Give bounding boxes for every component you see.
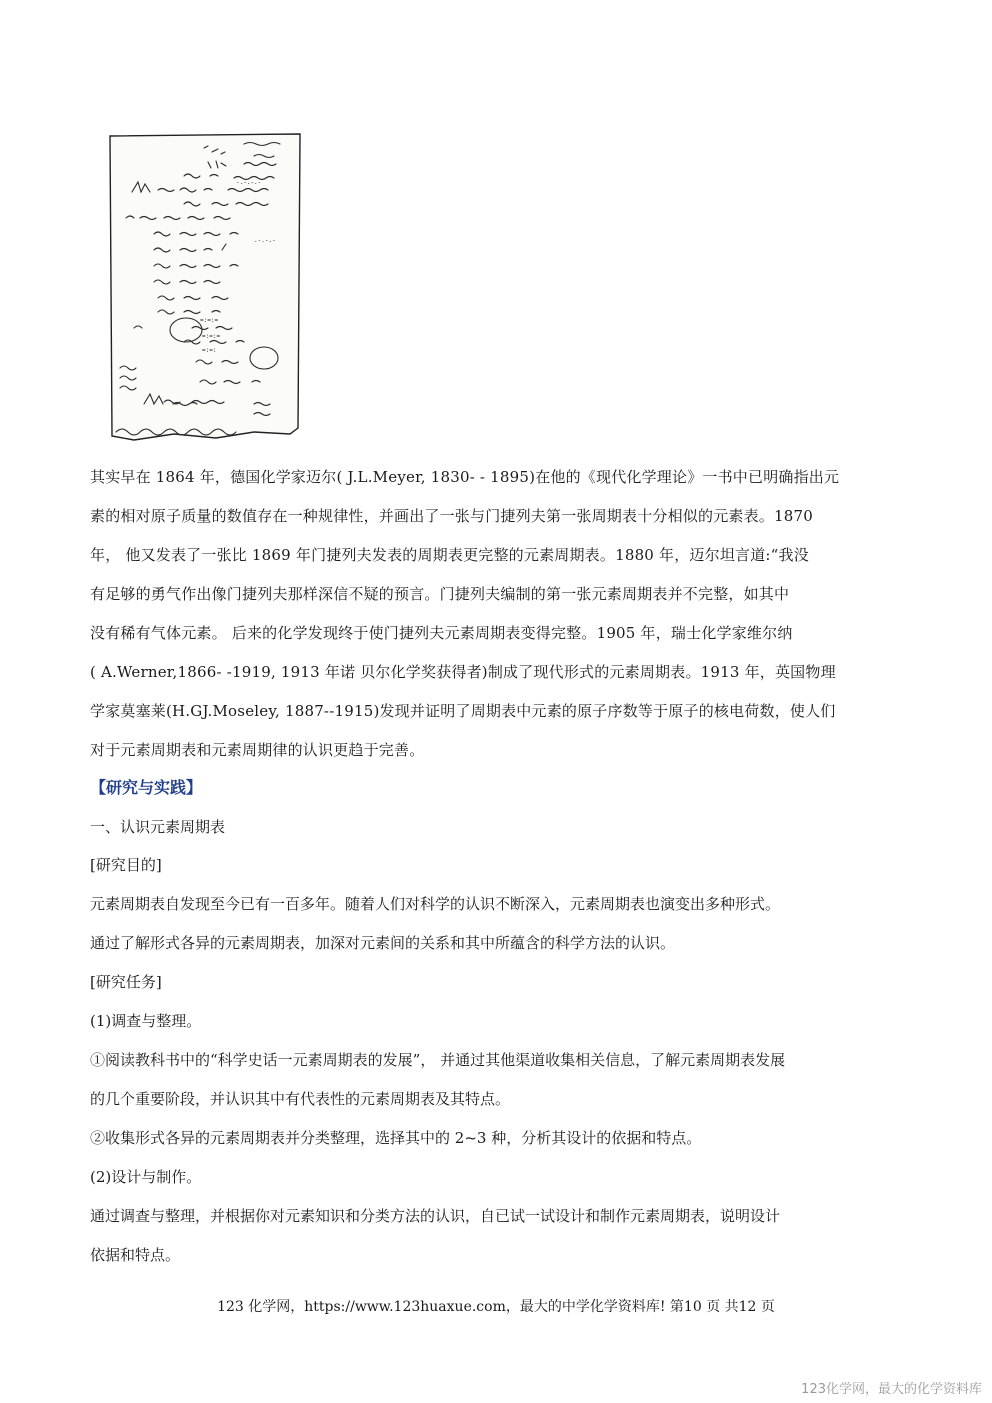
history-line: 有足够的勇气作出像门捷列夫那样深信不疑的预言。门捷列夫编制的第一张元素周期表并不完整，如其中 — [90, 585, 790, 603]
history-line: 其实早在 1864 年，德国化学家迈尔( J.L.Meyer, 1830- - 1895)在他的《现代化学理论》一书中已明确指出元 — [90, 468, 840, 486]
svg-text:=:=:=: =:=:= — [200, 317, 219, 324]
svg-text:.-.-.-: .-.-.- — [254, 237, 276, 244]
task-1a-line: 的几个重要阶段，并认识其中有代表性的元素周期表及其特点。 — [90, 1090, 511, 1108]
research-heading: 【研究与实践】 — [90, 778, 203, 797]
task-1b-line: ②收集形式各异的元素周期表并分类整理，选择其中的 2~3 种，分析其设计的依据和特点。 — [90, 1129, 702, 1147]
task-2-title: (2)设计与制作。 — [90, 1168, 202, 1186]
task-label: [研究任务] — [90, 973, 162, 991]
purpose-label: [研究目的] — [90, 856, 162, 874]
task-2-line: 依据和特点。 — [90, 1246, 181, 1264]
task-1a-line: ①阅读教科书中的“科学史话一元素周期表的发展”， 并通过其他渠道收集相关信息，了解元素周期表发展 — [90, 1051, 786, 1069]
history-line: 没有稀有气体元素。 后来的化学发现终于使门捷列夫元素周期表变得完整。1905 年，瑞士化学家维尔纳 — [90, 624, 793, 642]
meyer-manuscript-image — [104, 132, 304, 444]
purpose-text-line: 元素周期表自发现至今已有一百多年。随着人们对科学的认识不断深入，元素周期表也演变出多种形式。 — [90, 895, 781, 913]
history-line: ( A.Werner,1866- -1919, 1913 年诺 贝尔化学奖获得者)制成了现代形式的元素周期表。1913 年，英国物理 — [90, 663, 836, 681]
history-line: 素的相对原子质量的数值存在一种规律性，并画出了一张与门捷列夫第一张周期表十分相似的元素表。1870 — [90, 507, 813, 525]
history-line: 对于元素周期表和元素周期律的认识更趋于完善。 — [90, 741, 425, 759]
history-line: 年， 他又发表了一张比 1869 年门捷列夫发表的周期表更完整的元素周期表。1880 年，迈尔坦言道:“我没 — [90, 546, 809, 564]
history-line: 学家莫塞莱(H.GJ.Moseley, 1887--1915)发现并证明了周期表中元素的原子序数等于原子的核电荷数，使人们 — [90, 702, 836, 720]
purpose-text-line: 通过了解形式各异的元素周期表，加深对元素间的关系和其中所蕴含的科学方法的认识。 — [90, 934, 676, 952]
history-paragraph — [90, 458, 902, 770]
svg-text:-.-.-.-: -.-.-.- — [236, 179, 262, 186]
research-subtitle: 一、认识元素周期表 — [90, 818, 226, 836]
svg-text:=:=:: =:=: — [202, 347, 217, 354]
task-1-title: (1)调查与整理。 — [90, 1012, 202, 1030]
watermark: 123化学网，最大的化学资料库 — [801, 1382, 982, 1397]
page-footer: 123 化学网，https://www.123huaxue.com，最大的中学化学资料库! 第10 页 共12 页 — [217, 1299, 775, 1315]
svg-text:=:=:=: =:=:= — [202, 333, 221, 340]
task-2-line: 通过调查与整理，并根据你对元素知识和分类方法的认识，自已试一试设计和制作元素周期表，说明设计 — [90, 1207, 781, 1225]
